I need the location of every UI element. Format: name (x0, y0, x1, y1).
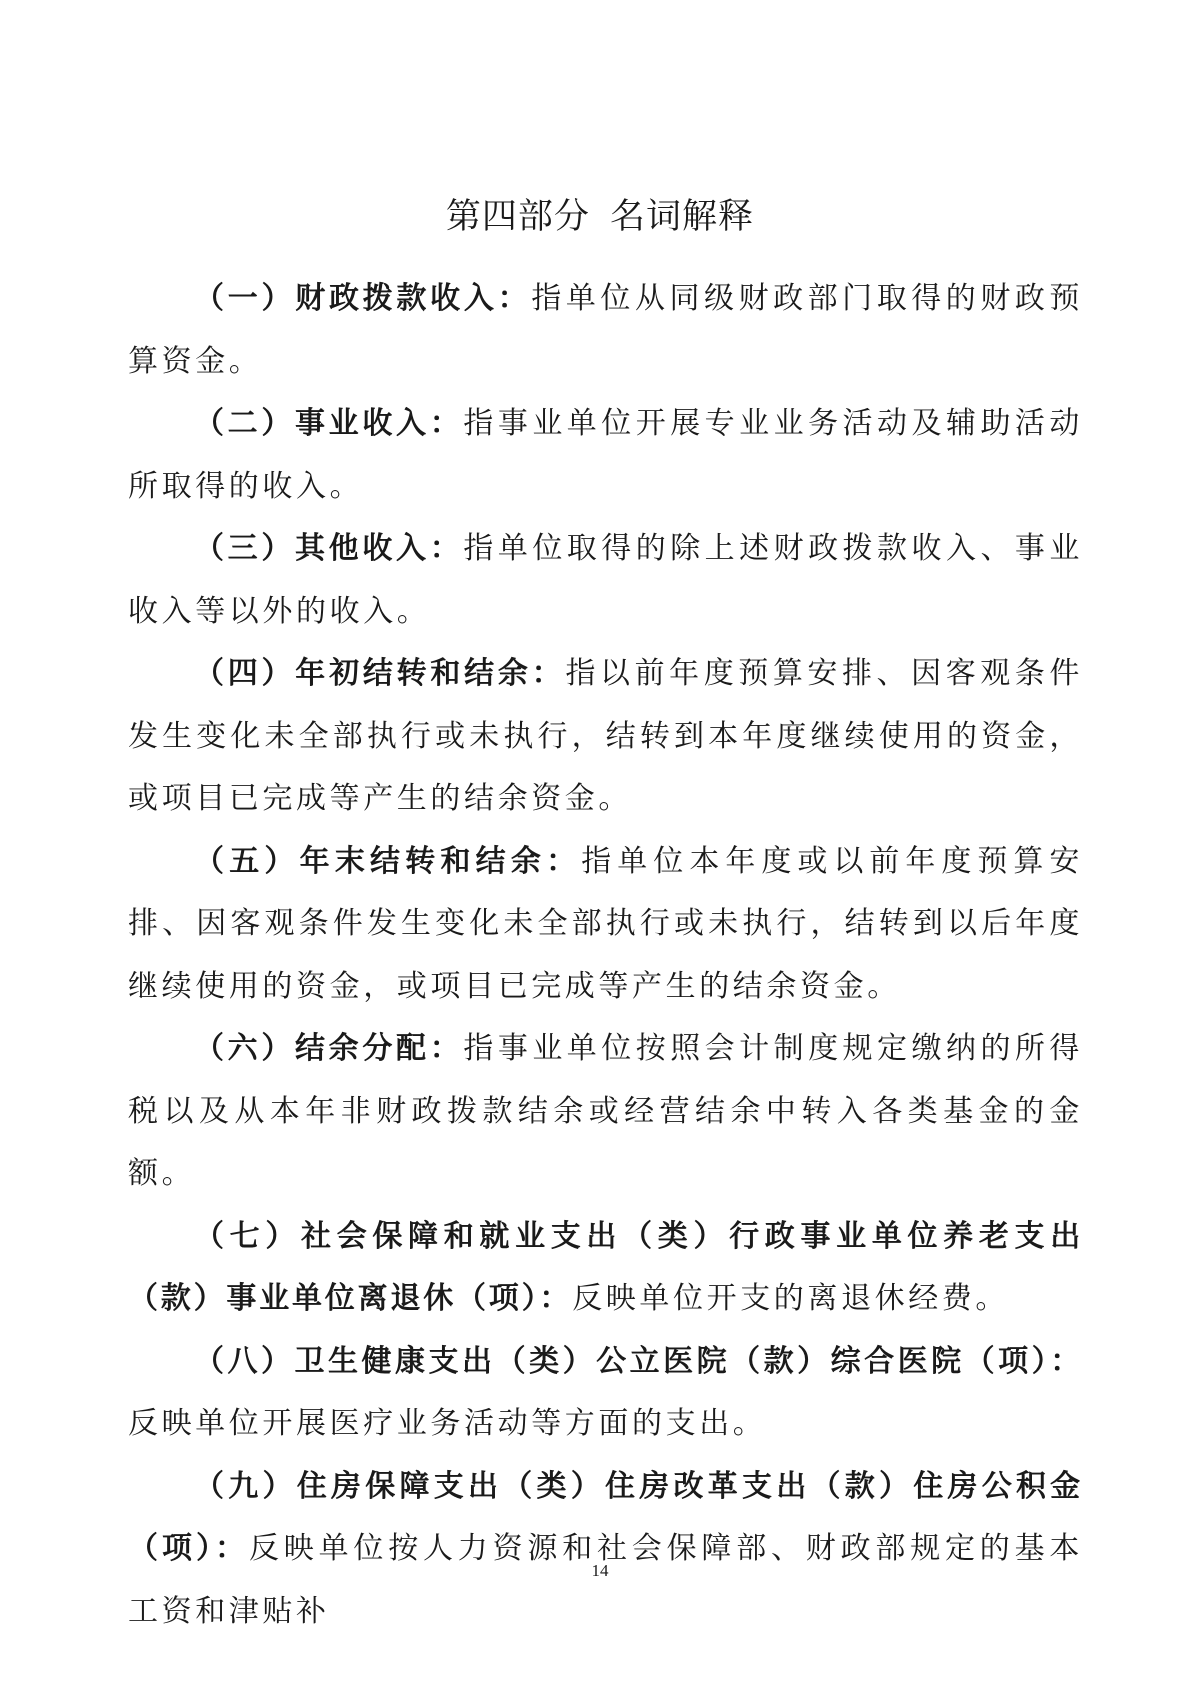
definition-text: 指事业单位开展专业业务活动及辅助活动所取得的收入。 (128, 406, 1083, 504)
definition-paragraph (128, 643, 1083, 831)
definition-term: （四）年初结转和结余： (194, 656, 566, 691)
definition-term: （八）卫生健康支出（类）公立医院（款）综合医院（项）： (194, 1343, 1083, 1379)
definition-term: （五）年末结转和结余： (194, 843, 582, 879)
definition-paragraph (128, 1206, 1083, 1331)
definition-term: （二）事业收入： (194, 406, 464, 441)
definition-term: （一）财政拨款收入： (194, 281, 532, 316)
definition-term: （九）住房保障支出（类）住房改革支出（款）住房公积金（项）： (128, 1468, 1083, 1566)
definition-text: 反映单位按人力资源和社会保障部、财政部规定的基本工资和津贴补 (128, 1531, 1083, 1629)
definition-paragraph (128, 1456, 1083, 1644)
definition-text: 反映单位开展医疗业务活动等方面的支出。 (128, 1406, 767, 1441)
definition-text: 指单位从同级财政部门取得的财政预算资金。 (128, 281, 1083, 379)
definition-paragraph (128, 1018, 1083, 1206)
definition-text: 指以前年度预算安排、因客观条件发生变化未全部执行或未执行，结转到本年度继续使用的资金，或项目已完成等产生的结余资金。 (128, 656, 1083, 816)
definition-paragraph (128, 393, 1083, 518)
page-title: 第四部分 名词解释 (445, 197, 755, 237)
definition-term: （七）社会保障和就业支出（类）行政事业单位养老支出（款）事业单位离退休（项）： (128, 1218, 1083, 1316)
definition-text: 指单位本年度或以前年度预算安排、因客观条件发生变化未全部执行或未执行，结转到以后年度继续使用的资金，或项目已完成等产生的结余资金。 (128, 843, 1083, 1004)
document-body (128, 268, 1083, 1643)
definition-text: 反映单位开支的离退休经费。 (572, 1281, 1010, 1316)
definition-paragraph (128, 268, 1083, 393)
definition-term: （三）其他收入： (194, 531, 464, 566)
definition-paragraph (128, 1331, 1083, 1456)
definition-text: 指事业单位按照会计制度规定缴纳的所得税以及从本年非财政拨款结余或经营结余中转入各类基金的金额。 (128, 1031, 1083, 1191)
definition-paragraph (128, 518, 1083, 643)
definition-paragraph (128, 831, 1083, 1019)
page-number: 14 (591, 1561, 609, 1580)
definition-term: （六）结余分配： (194, 1031, 464, 1066)
definition-text: 指单位取得的除上述财政拨款收入、事业收入等以外的收入。 (128, 531, 1083, 629)
